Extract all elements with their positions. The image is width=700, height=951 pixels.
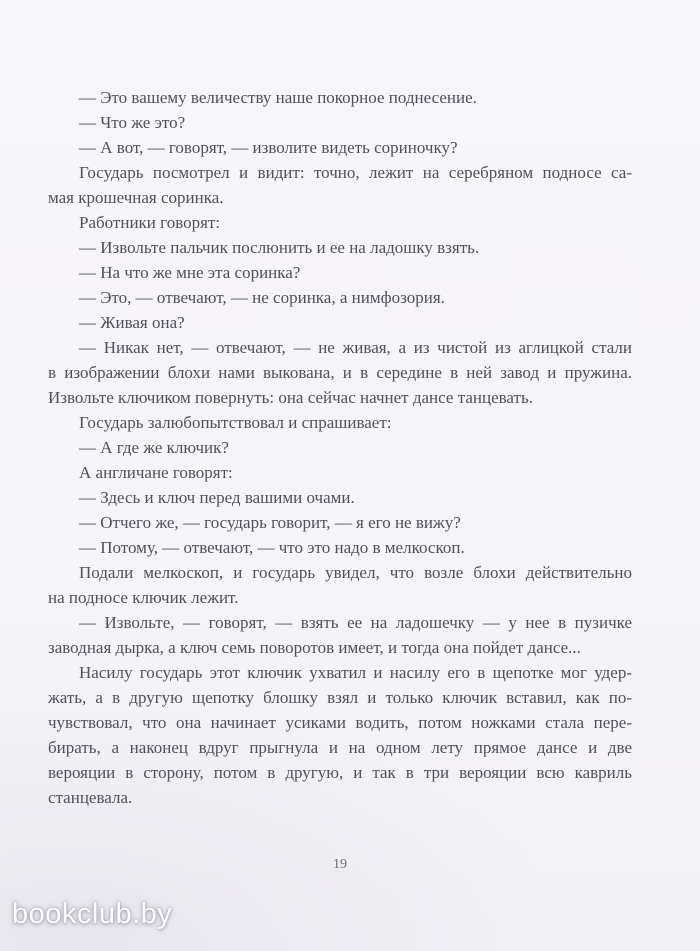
text-line: — Это вашему величеству наше покорное поднесение. [79, 88, 477, 107]
paragraph [48, 85, 632, 110]
paragraph [48, 560, 632, 610]
text-line: А англичане говорят: [79, 463, 233, 482]
paragraph [48, 485, 632, 510]
paragraph [48, 610, 632, 660]
paragraph [48, 285, 632, 310]
paragraph [48, 510, 632, 535]
paragraph [48, 460, 632, 485]
text-line: — А вот, — говорят, — изволите видеть сориночку? [79, 138, 458, 157]
page-number: 19 [333, 857, 347, 872]
text-line: Извольте ключиком повернуть: она сейчас начнет дансе танцевать. [48, 388, 533, 407]
text-line: Работники говорят: [79, 213, 221, 232]
paragraph [48, 135, 632, 160]
text-line: на подносе ключик лежит. [48, 588, 239, 607]
paragraph [48, 335, 632, 410]
text-line: жать, а в другую щепотку блошку взял и только ключик вставил, как по- [48, 688, 632, 707]
paragraph [48, 260, 632, 285]
text-line: станцевала. [48, 788, 133, 807]
text-line: — Извольте пальчик послюнить и ее на ладошку взять. [79, 238, 480, 257]
paragraph [48, 535, 632, 560]
text-line: — Это, — отвечают, — не соринка, а нимфозория. [79, 288, 445, 307]
text-line: Насилу государь этот ключик ухватил и насилу его в щепотке мог удер- [79, 663, 632, 682]
paragraph [48, 310, 632, 335]
text-line: Государь посмотрел и видит: точно, лежит на серебряном подносе са- [79, 163, 632, 182]
watermark: bookclub.by [12, 898, 173, 930]
text-line: Государь залюбопытствовал и спрашивает: [79, 413, 392, 432]
text-line: мая крошечная соринка. [48, 188, 224, 207]
text-line: — А где же ключик? [79, 438, 229, 457]
text-line: — Потому, — отвечают, — что это надо в мелкоскоп. [79, 538, 465, 557]
text-line: — На что же мне эта соринка? [79, 263, 301, 282]
text-line: — Здесь и ключ перед вашими очами. [79, 488, 355, 507]
text-line: — Живая она? [79, 313, 185, 332]
text-line: — Никак нет, — отвечают, — не живая, а из чистой из аглицкой стали [79, 338, 632, 357]
text-line: заводная дырка, а ключ семь поворотов имеет, и тогда она пойдет дансе... [48, 638, 581, 657]
text-line: чувствовал, что она начинает усиками водить, потом ножками стала пере- [48, 713, 632, 732]
text-line: — Извольте, — говорят, — взять ее на ладошечку — у нее в пузичке [79, 613, 632, 632]
text-line: бирать, а наконец вдруг прыгнула и на одном лету прямое дансе и две [48, 738, 632, 757]
text-line: — Отчего же, — государь говорит, — я его не вижу? [79, 513, 461, 532]
paragraph [48, 660, 632, 810]
text-line: верояции в сторону, потом в другую, и так в три верояции всю кавриль [48, 763, 632, 782]
paragraph [48, 235, 632, 260]
paragraph [48, 210, 632, 235]
page-text [48, 85, 632, 810]
text-line: Подали мелкоскоп, и государь увидел, что возле блохи действительно [79, 563, 632, 582]
paragraph [48, 110, 632, 135]
paragraph [48, 435, 632, 460]
text-line: — Что же это? [79, 113, 186, 132]
paragraph [48, 410, 632, 435]
text-line: в изображении блохи нами выкована, и в середине в ней завод и пружина. [48, 363, 632, 382]
paragraph [48, 160, 632, 210]
